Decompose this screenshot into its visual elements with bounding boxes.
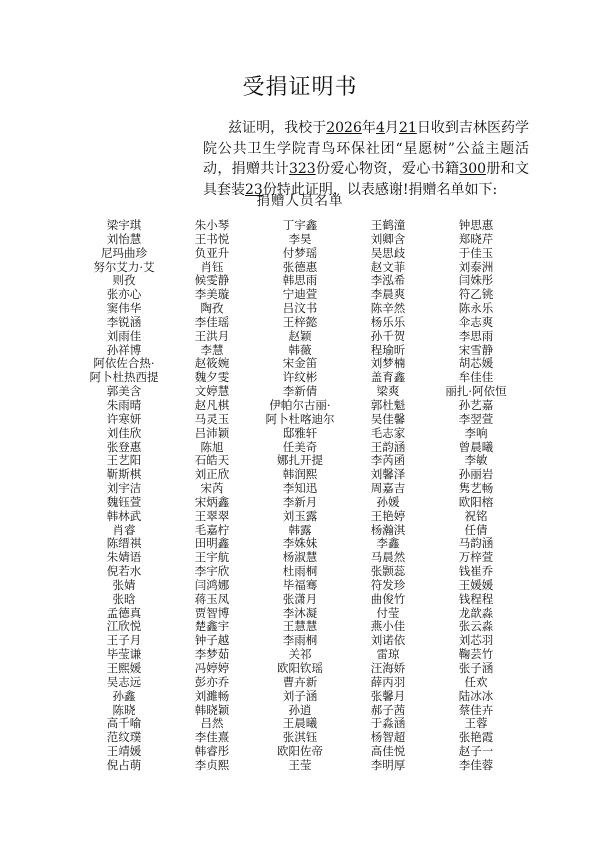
- donor-name: 任美奇: [282, 439, 318, 454]
- table-row: [80, 745, 520, 759]
- document-title: 受捐证明书: [242, 75, 358, 100]
- donor-name: 毛嘉柠: [194, 522, 230, 537]
- donor-name: 王洪月: [194, 328, 230, 343]
- table-row: [80, 261, 520, 275]
- donor-name: 王书悦: [194, 231, 230, 246]
- donor-name: 孙逍: [288, 702, 312, 717]
- donor-name: 李敏: [464, 453, 488, 468]
- table-row: [80, 441, 520, 455]
- donor-name: 钟思惠: [458, 218, 494, 232]
- table-row: [80, 537, 520, 551]
- table-row: [80, 731, 520, 745]
- table-row: [80, 662, 520, 676]
- donor-name: 张馨月: [370, 688, 406, 703]
- donor-name: 王媛媛: [458, 577, 494, 592]
- donor-name: 曾晨曦: [458, 439, 494, 454]
- donor-name: 王靖媛: [106, 744, 142, 759]
- paragraph-text: 份特此证明，以表感谢!捐赠名单如下:: [262, 181, 498, 198]
- donor-name: 江欣悦: [106, 619, 142, 634]
- donor-name: 李昊: [288, 231, 312, 246]
- donor-name: 刘馨泽: [370, 467, 406, 482]
- donor-name: 李泓希: [370, 273, 406, 288]
- donor-name: 李佳瑶: [194, 314, 230, 329]
- donor-name: 李姝妹: [282, 536, 318, 551]
- table-row: [80, 468, 520, 482]
- donor-name: 王子月: [106, 633, 142, 648]
- paragraph-text: 月: [384, 120, 399, 136]
- table-row: [80, 565, 520, 579]
- donor-name: 孟德真: [106, 605, 142, 620]
- donor-name: 李梦茹: [194, 647, 230, 662]
- donor-name: 雷琼: [376, 647, 400, 662]
- donor-name: 陆冰冰: [458, 688, 494, 703]
- donor-name: 刘泰洲: [458, 259, 494, 274]
- donor-name: 胡芯媛: [458, 356, 494, 371]
- donor-name: 肖睿: [112, 522, 136, 537]
- donor-name: 薛丙羽: [370, 674, 406, 689]
- donor-name: 刘卿含: [370, 231, 406, 246]
- donor-name: 陶孜: [200, 301, 224, 316]
- donor-name: 王艳婷: [370, 508, 406, 523]
- donor-name: 符发珍: [370, 577, 406, 592]
- donor-name: 宁迪萱: [282, 287, 318, 302]
- donor-name: 尼玛曲珍: [101, 245, 147, 260]
- table-row: [80, 607, 520, 621]
- paragraph-text: 份爱心物资，爱心书籍: [315, 161, 460, 177]
- donor-name: 张晗: [112, 591, 136, 606]
- donor-name: 刘正欣: [194, 467, 230, 482]
- donor-name: 田明鑫: [194, 536, 230, 551]
- table-row: [80, 551, 520, 565]
- donor-name: 贾智博: [194, 605, 230, 620]
- donor-name: 朱婧语: [106, 550, 142, 565]
- donor-name: 付莹: [376, 605, 400, 620]
- donor-name: 赵筱婉: [194, 356, 230, 371]
- paragraph-text: 年: [361, 120, 376, 136]
- table-row: [80, 413, 520, 427]
- table-row: [80, 371, 520, 385]
- donor-name: 郑晓芹: [458, 231, 494, 246]
- donor-name: 付梦瑶: [282, 245, 318, 260]
- donor-name: 郭美含: [106, 384, 142, 399]
- donor-name: 张潇月: [282, 591, 318, 606]
- donor-name: 韩思雨: [282, 273, 318, 288]
- donor-name: 文婷慧: [194, 384, 230, 399]
- donor-name: 孙艺嘉: [458, 397, 494, 412]
- donor-name: 欧阳佐帝: [277, 744, 323, 759]
- donor-name: 窦伟华: [106, 301, 142, 316]
- donor-name: 鞠芸竹: [458, 647, 494, 662]
- underlined-value: 23: [245, 181, 263, 198]
- table-row: [80, 399, 520, 413]
- table-row: [80, 496, 520, 510]
- table-row: [80, 427, 520, 441]
- donor-name: 张颢蕊: [370, 564, 406, 579]
- donor-name: 毕福骞: [282, 577, 318, 592]
- donor-name: 宋芮: [200, 481, 224, 496]
- donor-name: 闫姝彤: [458, 273, 494, 288]
- donor-name: 陈辛然: [370, 301, 406, 316]
- donor-name: 吴佳馨: [370, 411, 406, 426]
- donor-name: 李明厚: [370, 757, 406, 772]
- donor-name: 韩晓颖: [194, 702, 230, 717]
- donor-name: 王翠翠: [194, 508, 230, 523]
- donor-name: 钱程程: [458, 591, 494, 606]
- donor-name: 王艺阳: [106, 453, 142, 468]
- donor-name: 则孜: [112, 273, 136, 288]
- table-row: [80, 357, 520, 371]
- table-row: [80, 385, 520, 399]
- donor-name: 王鹤潼: [370, 218, 406, 232]
- donor-name: 吴思歧: [370, 245, 406, 260]
- donor-name: 毕莹谦: [106, 647, 142, 662]
- paragraph-text: 兹证明，我校于: [228, 120, 327, 136]
- donor-name: 吕然: [200, 716, 224, 731]
- donor-name: 倪占萌: [106, 757, 142, 772]
- donor-name: 李佳蓉: [458, 757, 494, 772]
- donor-name: 张亦心: [106, 287, 142, 302]
- donor-name: 燕小佳: [370, 619, 406, 634]
- donor-name: 张登惠: [106, 439, 142, 454]
- table-row: [80, 482, 520, 496]
- donor-name: 吕沛颖: [194, 425, 230, 440]
- donor-name: 王梓懿: [282, 314, 318, 329]
- donor-name: 欧阳钦瑶: [277, 661, 323, 675]
- paragraph-text: 日收到吉林医药学院公共卫生学院青鸟环保社团“星愿树”公益主题活动，捐赠共计: [203, 120, 530, 177]
- table-row: [80, 690, 520, 704]
- table-row: [80, 676, 520, 690]
- donor-name: 负亚升: [194, 245, 230, 260]
- table-row: [80, 648, 520, 662]
- donor-name: 李美璇: [194, 287, 230, 302]
- donor-name: 刘芯羽: [458, 633, 494, 648]
- table-row: [80, 288, 520, 302]
- donor-name: 刘佳欣: [106, 425, 142, 440]
- donor-name: 李新倩: [282, 384, 318, 399]
- donor-name: 张婧: [112, 577, 136, 592]
- donor-name: 刘雨佳: [106, 328, 142, 343]
- donor-name: 蒋玉凤: [194, 591, 230, 606]
- donor-name: 彭亦乔: [194, 674, 230, 689]
- donor-name: 李翌萱: [458, 411, 494, 426]
- donor-name: 靳斯棋: [106, 467, 142, 482]
- underlined-value: 323: [288, 161, 316, 177]
- donor-name: 刘怡慧: [106, 231, 142, 246]
- donor-name: 隽艺畅: [458, 481, 494, 496]
- donor-name: 任倩: [464, 522, 488, 537]
- table-row: [80, 593, 520, 607]
- donor-name: 汪海娇: [370, 661, 406, 675]
- donor-name: 伊帕尔古丽·: [269, 397, 331, 412]
- donor-name: 梁爽: [376, 384, 400, 399]
- donor-name: 于淼涵: [370, 716, 406, 731]
- donor-name: 赵凡棋: [194, 397, 230, 412]
- donor-name: 陈晓: [112, 702, 136, 717]
- donor-name: 李思雨: [458, 328, 494, 343]
- donor-name: 蔡佳卉: [458, 702, 494, 717]
- donor-name: 倪若水: [106, 564, 142, 579]
- table-row: [80, 510, 520, 524]
- donor-name: 李沐凝: [282, 605, 318, 620]
- donor-name: 杨瀚淇: [370, 522, 406, 537]
- donor-name: 程瑜昕: [370, 342, 406, 357]
- underlined-value: 300: [459, 161, 487, 177]
- donor-name: 丽扎·阿依恒: [445, 384, 507, 399]
- table-row: [80, 454, 520, 468]
- table-row: [80, 219, 520, 233]
- donor-name: 任欢: [464, 674, 488, 689]
- donor-name: 孙千贺: [370, 328, 406, 343]
- donor-name: 王慧慧: [282, 619, 318, 634]
- donor-name: 楚鑫宇: [194, 619, 230, 634]
- donor-name: 马韵涵: [458, 536, 494, 551]
- donor-name: 郝子茜: [370, 702, 406, 717]
- donor-name: 盖育鑫: [370, 370, 406, 385]
- donor-name: 曹卉新: [282, 674, 318, 689]
- donor-name: 韩薇: [288, 342, 312, 357]
- donor-name: 吕汶书: [282, 301, 318, 316]
- donor-name: 李晨爽: [370, 287, 406, 302]
- table-row: [80, 759, 520, 773]
- donor-name: 王韵涵: [370, 439, 406, 454]
- donor-name: 杜雨桐: [282, 564, 318, 579]
- donor-name: 王宇航: [194, 550, 230, 565]
- underlined-value: 21: [398, 120, 417, 136]
- donor-name: 马晨然: [370, 550, 406, 565]
- donor-name: 关祁: [288, 647, 312, 662]
- donor-name: 李新月: [282, 494, 318, 509]
- donor-name: 魏钰萱: [106, 494, 142, 509]
- table-row: [80, 704, 520, 718]
- donor-name: 肖钰: [200, 259, 224, 274]
- table-row: [80, 274, 520, 288]
- donor-name: 陈永乐: [458, 301, 494, 316]
- donor-name: 娜扎开提: [277, 453, 323, 468]
- table-row: [80, 717, 520, 731]
- donor-name: 刘子涵: [282, 688, 318, 703]
- donor-name: 毛志家: [370, 425, 406, 440]
- table-row: [80, 330, 520, 344]
- donor-name: 王蓉: [464, 716, 488, 731]
- donor-name: 孙丽岩: [458, 467, 494, 482]
- table-row: [80, 247, 520, 261]
- donor-name: 宋雪静: [458, 342, 494, 357]
- donor-name: 杨乐乐: [370, 314, 406, 329]
- donor-name: 韩露: [288, 522, 312, 537]
- donor-name: 朱小琴: [194, 218, 230, 232]
- table-row: [80, 233, 520, 247]
- donor-name: 李慧: [200, 342, 224, 357]
- donor-name: 张艳霞: [458, 730, 494, 745]
- donor-name: 张云淼: [458, 619, 494, 634]
- donor-name: 钱崔乔: [458, 564, 494, 579]
- certificate-paragraph: [203, 118, 529, 200]
- donor-name: 刘宇洁: [106, 481, 142, 496]
- donor-name: 杨淑慧: [282, 550, 318, 565]
- donor-name: 杨智超: [370, 730, 406, 745]
- donor-name: 候雯静: [194, 273, 230, 288]
- donor-name: 魏夕雯: [194, 370, 230, 385]
- donor-name: 周嘉吉: [370, 481, 406, 496]
- donor-name: 李贞熙: [194, 757, 230, 772]
- donor-name: 阿卜杜喀迪尔: [265, 411, 335, 426]
- underlined-value: 4: [375, 120, 385, 136]
- donor-name: 阿卜杜热西提: [89, 370, 159, 385]
- donor-name: 高千喻: [106, 716, 142, 731]
- donor-name: 韩润熙: [282, 467, 318, 482]
- donor-name: 许纹彬: [282, 370, 318, 385]
- donor-name: 朱雨晴: [106, 397, 142, 412]
- donor-name: 闫鸿娜: [194, 577, 230, 592]
- donor-name: 牟佳佳: [458, 370, 494, 385]
- table-row: [80, 620, 520, 634]
- donor-name: 张淇钰: [282, 730, 318, 745]
- donor-name: 龙歆淼: [458, 605, 494, 620]
- donor-name: 刘诺依: [370, 633, 406, 648]
- donor-name: 王熙媛: [106, 661, 142, 675]
- paragraph-text: 册和文具套装: [203, 161, 530, 198]
- donor-name: 欧阳榕: [458, 494, 494, 509]
- table-row: [80, 344, 520, 358]
- underlined-value: 2026: [326, 120, 362, 136]
- donor-name: 赵文菲: [370, 259, 406, 274]
- donor-name: 丁宇鑫: [282, 218, 318, 232]
- donor-name: 陈缙祺: [106, 536, 142, 551]
- donor-name: 李雨桐: [282, 633, 318, 648]
- donor-name: 许寒妍: [106, 411, 142, 426]
- donor-name: 孙鑫: [112, 688, 136, 703]
- donor-name: 李芮函: [370, 453, 406, 468]
- table-row: [80, 634, 520, 648]
- donor-name: 李鑫: [376, 536, 400, 551]
- donor-name: 李知迅: [282, 481, 318, 496]
- donor-name: 孙媛: [376, 494, 400, 509]
- donor-name: 于佳玉: [458, 245, 494, 260]
- donor-name: 宋炳鑫: [194, 494, 230, 509]
- donor-name: 吴志远: [106, 674, 142, 689]
- donor-name: 赵颖: [288, 328, 312, 343]
- donor-name: 孙祥博: [106, 342, 142, 357]
- donor-name: 伞志爽: [458, 314, 494, 329]
- donor-name: 马灵玉: [194, 411, 230, 426]
- donor-name: 王晨曦: [282, 716, 318, 731]
- donor-name: 刘玉露: [282, 508, 318, 523]
- donor-name: 韩林武: [106, 508, 142, 523]
- donor-name: 邸雅轩: [282, 425, 318, 440]
- donor-name: 努尔艾力·艾: [93, 259, 155, 274]
- donor-name: 刘濉畅: [194, 688, 230, 703]
- table-row: [80, 524, 520, 538]
- donor-name: 阿依佐合热·: [93, 356, 155, 371]
- donor-name: 李响: [464, 425, 488, 440]
- donor-name: 石皓天: [194, 453, 230, 468]
- donor-name: 梁宇琪: [106, 218, 142, 232]
- donor-name: 李锐涵: [106, 314, 142, 329]
- donor-name: 符乙铫: [458, 287, 494, 302]
- donor-name: 李宇欣: [194, 564, 230, 579]
- table-row: [80, 316, 520, 330]
- donor-name: 宋金笛: [282, 356, 318, 371]
- donor-name: 祝铭: [464, 508, 488, 523]
- donor-table: [80, 219, 520, 773]
- donor-name: 李佳熹: [194, 730, 230, 745]
- donor-name: 陈旭: [200, 439, 224, 454]
- donor-name: 韩睿彤: [194, 744, 230, 759]
- donor-name: 钟子越: [194, 633, 230, 648]
- donor-name: 范纹璞: [106, 730, 142, 745]
- donor-name: 冯婷婷: [194, 661, 230, 675]
- donor-name: 张子涵: [458, 661, 494, 675]
- donor-name: 张德惠: [282, 259, 318, 274]
- donor-name: 万梓萱: [458, 550, 494, 565]
- donor-name: 赵子一: [458, 744, 494, 759]
- donor-name: 王莹: [288, 757, 312, 772]
- donor-list-title: 捐赠人员名单: [256, 193, 344, 209]
- table-row: [80, 302, 520, 316]
- table-row: [80, 579, 520, 593]
- donor-name: 刘梦楠: [370, 356, 406, 371]
- donor-name: 郭杜魁: [370, 397, 406, 412]
- donor-name: 曲俊竹: [370, 591, 406, 606]
- donor-name: 高佳悦: [370, 744, 406, 759]
